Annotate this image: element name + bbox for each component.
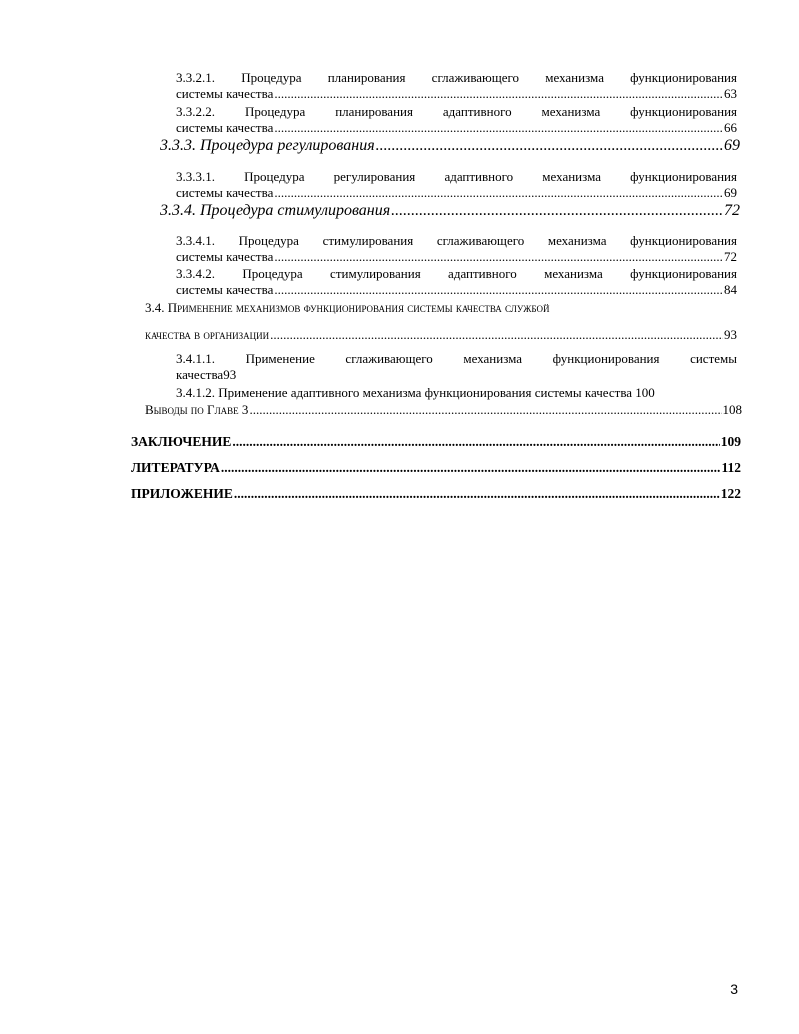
toc-entry-text: ПРИЛОЖЕНИЕ bbox=[131, 486, 233, 501]
toc-entry-leader bbox=[176, 120, 737, 136]
toc-entry-text: ЛИТЕРАТУРА bbox=[131, 460, 220, 475]
toc-page-number: 72 bbox=[724, 202, 740, 219]
toc-entry-line: 3.4. Применение механизмов функционирования системы качества службой bbox=[145, 300, 550, 315]
toc-entry-line: 3.4.1.1. Применение сглаживающего механизма функционирования системы bbox=[176, 351, 737, 366]
toc-entry-leader bbox=[176, 282, 737, 298]
toc-dot-leader bbox=[274, 86, 723, 102]
toc-dot-leader bbox=[249, 402, 721, 418]
toc-entry-leader bbox=[176, 86, 737, 102]
toc-page-number: 69 bbox=[724, 137, 740, 154]
toc-page-number: 93 bbox=[724, 327, 737, 342]
toc-page-number: 69 bbox=[724, 185, 737, 200]
toc-entry-leader bbox=[176, 249, 737, 265]
toc-entry-text: качества в организации bbox=[145, 327, 270, 342]
toc-entry-text: системы качества bbox=[176, 86, 274, 101]
toc-dot-leader bbox=[274, 120, 723, 136]
toc-dot-leader bbox=[274, 185, 723, 201]
toc-dot-leader bbox=[232, 434, 719, 450]
toc-entry-text: ЗАКЛЮЧЕНИЕ bbox=[131, 434, 232, 449]
toc-entry-text: системы качества bbox=[176, 249, 274, 264]
toc-dot-leader bbox=[274, 249, 723, 265]
toc-entry-leader bbox=[145, 402, 742, 418]
toc-dot-leader bbox=[221, 460, 721, 476]
toc-dot-leader bbox=[234, 486, 720, 502]
toc-dot-leader bbox=[376, 137, 723, 155]
toc-page-number: 122 bbox=[720, 486, 741, 501]
toc-entry-line: 3.3.3.1. Процедура регулирования адаптивного механизма функционирования bbox=[176, 169, 737, 184]
toc-entry-text: 3.3.4. Процедура стимулирования bbox=[160, 202, 391, 219]
toc-entry-text: системы качества bbox=[176, 282, 274, 297]
toc-entry-leader bbox=[131, 434, 741, 450]
toc-page-number: 66 bbox=[724, 120, 737, 135]
toc-entry-leader bbox=[160, 137, 740, 155]
toc-page-number: 112 bbox=[721, 460, 741, 475]
toc-page-number: 109 bbox=[720, 434, 741, 449]
toc-entry-leader bbox=[160, 202, 740, 220]
toc-entry-text: Выводы по Главе 3 bbox=[145, 402, 249, 417]
toc-dot-leader bbox=[274, 282, 723, 298]
toc-entry-line: 3.4.1.2. Применение адаптивного механизма функционирования системы качества 100 bbox=[176, 385, 655, 400]
toc-entry-line: 3.3.2.2. Процедура планирования адаптивного механизма функционирования bbox=[176, 104, 737, 119]
toc-entry-line: 3.3.2.1. Процедура планирования сглаживающего механизма функционирования bbox=[176, 70, 737, 85]
toc-entry-line: качества93 bbox=[176, 367, 237, 382]
page-number: 3 bbox=[730, 981, 738, 997]
toc-entry-leader bbox=[176, 185, 737, 201]
toc-entry-line: 3.3.4.1. Процедура стимулирования сглаживающего механизма функционирования bbox=[176, 233, 737, 248]
toc-page-number: 108 bbox=[722, 402, 742, 417]
toc-dot-leader bbox=[270, 327, 723, 343]
toc-page-number: 63 bbox=[724, 86, 737, 101]
toc-entry-text: 3.3.3. Процедура регулирования bbox=[160, 137, 375, 154]
toc-entry-line: 3.3.4.2. Процедура стимулирования адаптивного механизма функционирования bbox=[176, 266, 737, 281]
toc-page-number: 72 bbox=[724, 249, 737, 264]
toc-entry-text: системы качества bbox=[176, 185, 274, 200]
toc-dot-leader bbox=[391, 202, 723, 220]
toc-entry-leader bbox=[131, 486, 741, 502]
toc-page-number: 84 bbox=[724, 282, 737, 297]
toc-entry-leader bbox=[145, 327, 737, 343]
toc-entry-text: системы качества bbox=[176, 120, 274, 135]
toc-entry-leader bbox=[131, 460, 741, 476]
